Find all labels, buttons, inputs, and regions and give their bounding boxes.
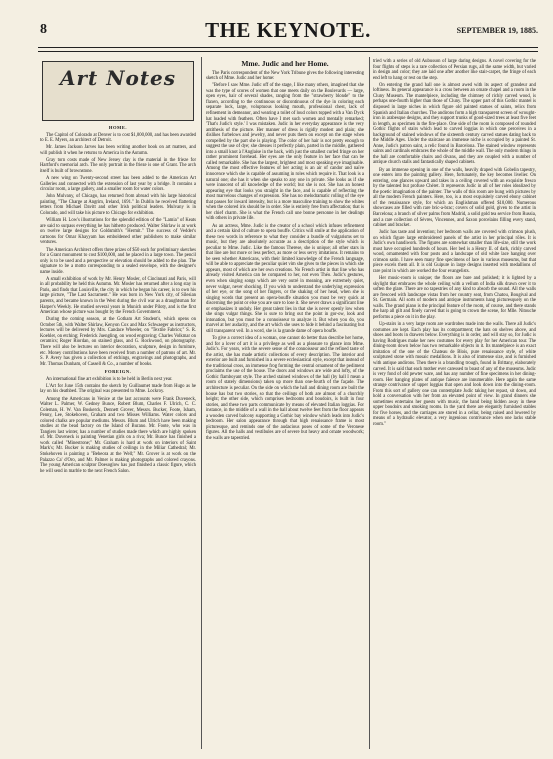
paragraph: L'Art for June 15th contains the sketch by Guillaumet made from Hugo as he lay on his deathbed. The original was presented to Mme. Lockroy.: [40, 383, 196, 395]
paragraph: A small exhibition of work by Mr. Henry Mosler, of Cincinnati and Paris, will in all probability be held this Autumn. Mr. Mosler has returned after a long stay in Paris, and finds that Louisville, the city in which he began his career, is to own his large picture, "The Last Sacrament." He was born in New York city, of Silesian parents, and became known in the West during the civil war as a draughtsman for Harper's Weekly. He studied several years in Munich under Piloty, and is the first American whose picture was bought by the French Government.: [40, 276, 196, 316]
issue-date: SEPTEMBER 19, 1885.: [456, 26, 538, 35]
column-judic-article: [206, 59, 364, 443]
paragraph: "Before I saw Mme. Judic off of the stage, I like many others, imagined that she was the type of scores of women that one meets daily on the Boulevards — large, open eyes, hair of several shades, ranging from the "strawberry blonde" to the flaxen, according to the continuous or discontinuous of the dye in coloring each separate lock, large, voluptuous looking mouth, professional chest, lack of refinement in demeanor, and wearing a toilet of loud colors topped with a Van Dyck hat loaded with feathers. Often have I met such women and mentally remarked; 'That's Judic's style.' I was mistaken. Judic in her everyday appearance is the very antithesis of the picture. Her manner of dress is rigidly modest and plain; she dislikes furbelows and jewelry, and never puts them on except on the stage when compelled by the part she is playing. The color of her hair is not pretty enough to suggest the use of dye; she dresses it perfectly plain, parted in the middle, gathered into a small knot à l'Anglaise in the back, with just the smallest curled fringe on her rather prominent forehead. Her eyes are the only feature in her face that can be called remarkable. She has the largest, brightest and most speaking eye imaginable. Among the most effective features of her acting is an air of candor and naïve innocence which she is capable of assuming in roles which require it. That look is a natural one; she has it when she speaks to any one in private. She looks as if she were innocent of all knowledge of the world; but she is not. She has an honest appearing eye that looks you straight in the face, and is capable of reflecting the most marvelous changes of expression. She has no melodramatic rolling of the eye that passes for inward intensity, but is a more masculine training to show the whites when the colored iris should be in order. She is entirely free from affectation; that is her chief charm. She is what the French call une bonne personne in her dealings with others in private life.: [206, 83, 364, 222]
paragraph: The Capitol of Colorado at Denver is to cost $1,000,000, and has been awarded to E. E. Myers, an architect of Detroit.: [40, 132, 196, 144]
paragraph: A new wing on Twenty-second street has been added to the American Art Galleries and connected with the extension of last year by a bridge. It contains a circular room, a large gallery, and a smaller room for water colors.: [40, 176, 196, 193]
art-notes-logo-text: Art Notes: [59, 66, 177, 90]
art-notes-logo: [42, 61, 194, 121]
home-paragraphs: [40, 133, 196, 368]
section-heading-foreign: FOREIGN.: [104, 369, 132, 375]
section-heading-home: HOME.: [108, 125, 128, 130]
paragraph: Gray torn costs made of New Jersey clay is the material in the frieze for Hartford's memorial arch. The only portrait in the frieze is one of Grant. The arch itself is built of brownstone.: [40, 157, 196, 175]
foreign-paragraphs: [40, 377, 196, 474]
paragraph: During the coming season, at the Gotham Art Student's, which opens on October 5th, with Walter Shirlaw, Kenyon Cox and Max Schwaeger as instructors, lectures will be delivered by Mrs. Candace Wheeler, on "Textile Fabrics;" S. R. Koehler, on etching; Frederick Juengling, on wood engraving; Charles Volkmar on ceramics; Roger Riordan, on stained glass, and G. Rockwood, on photography. There will also be lectures on interior decoration, sculpture, design in furniture, etc. Money contributions have been received from a number of patrons of art. Mr. S. P. Avery has given a collection of etchings, engravings and photographs, and Mr. Thomas Dunham, of Cassell & Co., a number of books.: [40, 317, 196, 367]
paragraph: The Paris correspondent of the New York Tribune gives the following interesting sketch of Mme. Judic and her home:: [206, 70, 364, 82]
column-divider: [369, 57, 370, 749]
paragraph: On entering the grand hall one is almost awed with its aspect of grandeur and loftiness. Its general appearance is a cross between an ornate chapel and a room in the Cluny Museum. The mantelpiece, including the chimney of richly carved wood, is perhaps one-fourth higher than those of Cluny. The upper part of this Gothic mantel is disposed in large niches in which figure old painted statues of saints, relics from Spanish and Italian churches. The andirons form a high transparent screen of wrought-iron in arabesque designs, and they support trunks of good-sized trees at least five feet in length, as specimen in the fire-place. One side of the room is composed of rounded Gothic flights of stairs which lead to carved loggias in which one perceives in a background of stained windows of the sixteenth century carved statues dating back to the Middle Ages. Under the staircase an immense niche is occupied by a painted St. Anne, Judic's patron saint, a relic found in Barcelona. The stained window represents saints and cardinals embraces the whole of the middle wall. The only modern things in the hall are comfortable chairs and divans, and they are coupled with a number of antique church stalls and fantastically shaped cabinets.: [373, 82, 536, 166]
paragraph: Mr. James Jackson Jarves has been writing another book on art matters, and will publish it when he returns to America in the Autumn.: [40, 145, 196, 156]
paragraph: William H. Low's illustrations for the splendid edition of the "Lamia" of Keats are said to surpass everything he has hitherto produced. Walter Shirlaw is at work on twelve large designs for Goldsmith's "Hermit." The success of Vedder's cartoons for Omar Khayyam has emboldened other publishers to make similar ventures.: [40, 218, 196, 246]
paragraph: Among the Americans in Venice at the last accounts were Frank Duveneck, Walter L. Palmer, W. Gedney Bunce, Robert Blum, Charles F. Ulrich, C. C. Coleman, H. W. Van Boskerck, Dennett Grover, Messrs. Bucker, Foote, Isham, Penny, Lee, Stokehoven, Graham and two Misses Williams. Water colors and colored chalks are popular mediums. Messrs. Blum and Ulrich have been making studies at the bead factory on the Island of Burano. Mr. Foote, who was in Tangiers last winter, has a number of studies made there which are highly spoken of. Mr. Duveneck is painting Venetian girls on a riva; Mr. Bunce has finished a work called "Minestrone;" Mr. Graham is hard at work on interiors of Saint Mark's; Mr. Bucker is making studies of ceilings in the Miliar Cathedral; Mr. Stokehoven is painting a "Beheora at the Well;" Mr. Grover is at work on the Palazzo Ca' d'Oro, and Mr. Palmer is making photographs and colored crayons. The young American sculptor Doesoglow has just finished a classic figure, which he will send in marble to the next French Salon.: [40, 396, 196, 474]
paragraph: The American Architect offers three prizes of $50 each for preliminary sketches for a Grant monument to cost $100,000, and he placed in a large town. The pencil only is to be used and a perspective or elevation should be added to the plan. The signature to be a motto corresponding to a sealed envelope, with the designer's name inside.: [40, 247, 196, 275]
paragraph: Up-stairs in a very large room are wardrobes made into the walls. There all Judic's costumes are kept. Each play has its compartment; the hats on shelves above, and shoes and boots in drawers below. Everything is in order, and will stay so, for Judic is having Rodrigues make her new costumes for every play for her American tour. The dining-room down below has two remarkable objects in it. Its mantelpiece is an exact imitation of the one of the Chateau de Blois, pure renaissance style, of white sculptured stone with mosaic medallions. It is also of immense size, and is furnished with antique andirons. Then there is a brandling trough, found in Brittany, elaborately carved. It is said that each mother ever caressed to boast of any of the museums. Judic is very fond of old pewter ware, and has any number of fine specimens in her dining-room. Her hanging plates of antique faïence are innumerable. Here again the same strange contrivance of upper loggias that open and look down into the dining-room. From this sort of gallery one can contemplate Judic taking her repast, sit down, and hold a conversation with her from an elevated point of view. In grand dinners she sometimes entertains her guests with music, the band being hidden away in these upper boudoirs and smoking rooms. In the yard there are elegantly furnished stables for five horses, and the carriages are stored in a cellar, being raised and lowered by means of a hydraulic elevator, a very ingenious contrivance when one lacks stable room.": [373, 322, 536, 427]
article-continued-paragraphs: [373, 59, 536, 428]
paragraph: Judic has taste and invention; her bedroom walls are covered with crimson plush, on which figure large embroidered panels of the artist in her principal rôles. It is Judic's own handiwork. The figures are somewhat smaller than life-size, still the work must have occupied hundreds of hours. Her bed is a Henry II. of dark, richly carved wood, ornamented with four posts and a landscape of old white lace hanging over crimson satin. I have seen many fine specimens of lace in various museums, but that piece excels them all. It is old Guipure in large designs inserted with medallions of rare point in which are worked the four evangelists.: [373, 230, 536, 275]
paragraph: By an immense opening in one of the walls, heavily draped with Gobelin tapestry, one enters into the painting gallery. Here, fortunately, the key becomes livelier. On entering, one glances upward and takes in a ceiling covered with an exquisite fresco by the talented but profuse Chéret. It represents Judic in all of her roles idealized by the poetic imagination of the painter. The walls of this room are hung with pictures by all the modern French painters. Here, too, is a most exquisitely carved ebony cabinet of the renaissance style, for which an Englishman offered $10,000. Numerous showcases are filled with rare bric-a-brac; covers of solid gold, given to the artist in Barcelona; a branch of silver palms from Madrid, a solid gold tea service from Russia, and a rare collection of Sèvres, Vincennes, and Saxon porcelains filling every stand, cabinet and bracket.: [373, 167, 536, 229]
column-divider: [201, 57, 202, 749]
column-judic-continued: [373, 59, 536, 429]
paragraph: To give a correct idea of a woman, one cannot do better than describe her home, and for a lover of art it is a privilege as well as a pleasure to glance into Mme. Judic's. For years, with the severe sense of the connoisseur and the refined taste of the artist, she has made artistic collections of every description. The interior and exterior are built and furnished in a severe ecclesiastical style, except that instead of the traditional cross, an immense frog forming the central ornament of the pediment proclaims the use of the house. The doors and windows are wide and lofty, of the Gothic flamboyant style. The arched stained windows of the hall (by hall I mean a room of stately dimensions) taken up more than one-fourth of the façade. The architecture is peculiar. On the side on which the hall and dining room are built the house has but two stories, so that the ceilings of both are almost of a churchly height; the other side, which comprises bedrooms and boudoirs, is built in four stories, and these two parts communicate by means of elevated Italian loggias. For instance, in the middle of a wall in the hall about twelve feet from the floor appears a wooden carved balcony supporting a Gothic bay window which leads into Judic's bedroom. Her salon appearance through that high renaissance frame is most picturesque, and reminds one of the audacious poses of some of the Veronese figures. All the halls and vestibules are of severe but heavy and ornate woodwork; the walls are tapestried.: [206, 336, 364, 441]
paragraph: An international fine art exhibition is to be held in Berlin next year.: [46, 376, 173, 382]
paragraph: Her music-room is unique; the floors are bare and polished; it is lighted by a skylight that embraces the whole ceiling with a vellum of India silk drawn over it to soften the glare. There are no tapestries of any kind to absorb the sound. All the walls are frescoed with landscape vistas from her country seat, from Chatou, Bougival and St. Germain. All sorts of modern and antique instruments hang picturesquely on the walls. The grand piano is the principal feature of the room, of course, and there stands the harp all gilt and finely carved that is going to crown the scene, for Mlle. Nitouche performs a piece on it in the play.: [373, 276, 536, 320]
masthead: THE KEYNOTE.: [205, 18, 371, 42]
paragraph: tried with a series of old Aubusson of large daring designs. A novel covering for the four flights of steps is a rare collection of Persian rugs, all the same width, but varied in design and color; they are laid one after another like stair-carpet, the fringe of each end left to hang or rest on the step.: [373, 59, 536, 81]
article-paragraphs: [206, 71, 364, 442]
column-art-notes: [40, 59, 196, 476]
header-rule: [38, 47, 538, 48]
paragraph: John Mulvany, of Chicago, has returned from abroad with his large historical painting, "The Charge at Angrim, Ireland, 1691." In Dublin he received flattering letters from Michael Davitt and other Irish political leaders. Mulvany is in Colorado, and will take his picture to Chicago for exhibition.: [40, 194, 196, 217]
header-rule-thin: [38, 51, 538, 52]
paragraph: As an actress, Mme. Judic is the creator of a school which infuses refinement and a certain kind of culture to opera bouffe. Critics will smile at the application of these two words in reference to what they consider a bundle of vulgarisms set to music, but they are absolutely accurate as a description of the style which is peculiar to Mme. Judic. Like the famous Therese, she is unique; all other stars in that line are but more or less perfect, as more or less servy imitations. It remains to be seen whether Americans, with their limited knowledge of the French language, will be able to appreciate the peculiar quiet vim she gives to the pieces in which she appears, most of which are her own creations. No French artist in that line who has already visited America can be compared to her, not even Théo. Judic's gestures, even when singing songs which are very outré in meaning, are extremely quiet, never vulgar, never shocking. If you wish to understand the underlying expression of her eye, or the song of her fingers, or the shaking of her head, when she is singing words that present an opera-bouffe situation you must be very quick at discerning the point or else you are sure to lose it. She never draws a significant line or emphasizes it unduly. Her great talent lies in that she is never openly low when she sings vulgar things. She is sure to bring out the point in gor-ow, look and intonation, but you must be a connoisseur to analyze it. But when you do, you marvel at her audacity, and the art which she uses to hide it behind a fascinating but still transparent veil. In a word, she is la grande dame of opera bouffe.: [206, 223, 364, 334]
page-number: 8: [40, 22, 47, 37]
page-header: [38, 18, 538, 44]
article-title: Mme. Judic and her Home.: [241, 59, 329, 68]
